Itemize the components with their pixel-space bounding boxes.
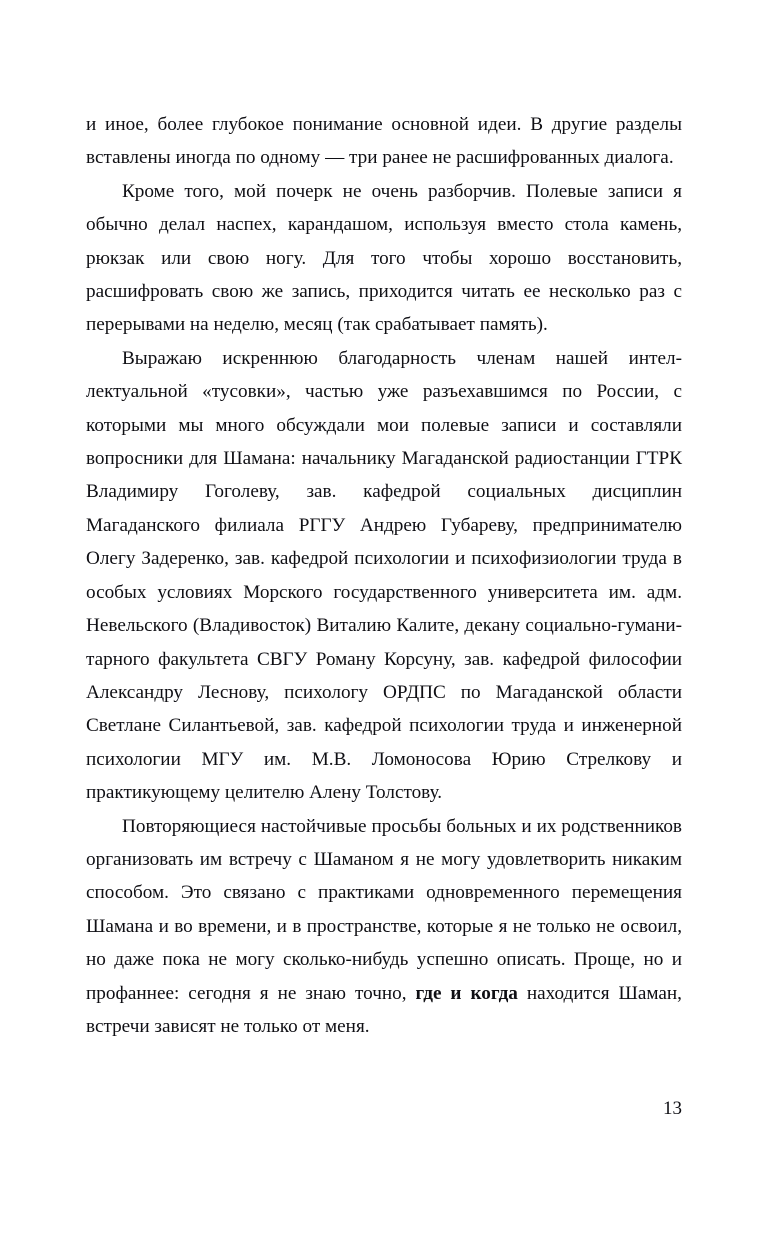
- body-text-column: [86, 108, 682, 1043]
- paragraph-4: [86, 810, 682, 1044]
- paragraph-3: Выражаю искреннюю благодарность членам нашей интеллектуальной «тусовки», частью уже разъехавшимся по России, с которыми мы много обсуждали мои полевые записи и составляли вопросники для Шамана: начальнику Магаданской радиостанции ГТРК Владимиру Гоголеву, зав. кафедрой социальных дисциплин Магаданского филиала РГГУ Андрею Губареву, предпринимателю Олегу Задеренко, зав. кафедрой психологии и психофизиологии труда в особых условиях Морского государственного университета им. адм. Невельского (Владивосток) Виталию Калите, декану социально-гуманитарного факультета СВГУ Роману Корсуну, зав. кафедрой философии Александру Леснову, психологу ОРДПС по Магаданской области Светлане Силантьевой, зав. кафедрой психологии труда и инженерной психологии МГУ им. М.В. Ломоносова Юрию Стрелкову и практикующему целителю Алену Толстову.: [86, 347, 682, 804]
- paragraph-4-part-1: Повторяющиеся настойчивые просьбы больных и их родственников организовать им встречу с Шаманом я не могу удовлетворить никаким способом. Это связано с практиками одновременного перемещения Шамана и во времени, и в пространстве, которые я не только не освоил, но даже пока не могу сколько-нибудь успешно описать. Проще, но и профаннее: сегодня я не знаю точно,: [86, 815, 682, 1004]
- page-number: 13: [663, 1098, 682, 1119]
- paragraph-4-part-2: находится Шаман, встречи зависят не только от меня.: [86, 982, 682, 1037]
- paragraph-2: Кроме того, мой почерк не очень разборчив. Полевые записи я обычно делал наспех, карандашом, используя вместо стола камень, рюкзак или свою ногу. Для того чтобы хорошо восстановить, расшифровать свою же запись, приходится читать ее несколько раз с перерывами на неделю, месяц (так срабатывает память).: [86, 180, 682, 336]
- paragraph-1: и иное, более глубокое понимание основной идеи. В другие разделы вставлены иногда по одному — три ранее не расшифрованных диалога.: [86, 114, 682, 169]
- paragraph-4-emphasis: где и когда: [415, 982, 518, 1004]
